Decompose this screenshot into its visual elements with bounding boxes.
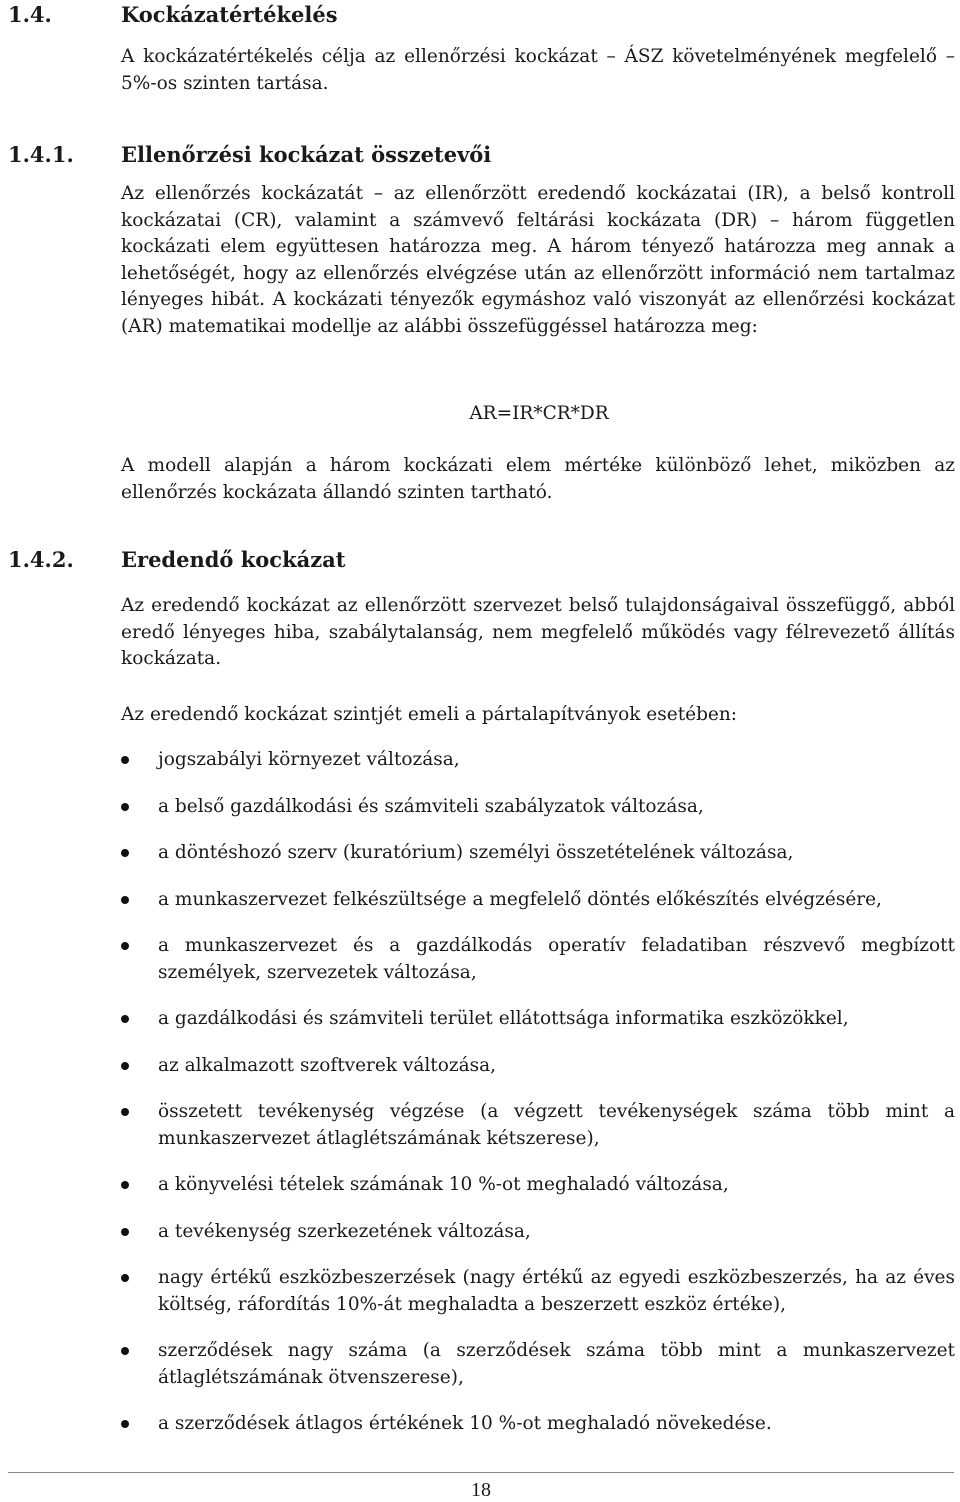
section-heading-1-4-2: [8, 546, 345, 574]
footer-divider: [8, 1472, 954, 1473]
section-1-4-paragraph: A kockázatértékelés célja az ellenőrzési kockázat – ÁSZ követelményének megfelelő – 5%-os szinten tartása.: [121, 46, 955, 94]
list-item: nagy értékű eszközbeszerzések (nagy értékű az egyedi eszközbeszerzés, ha az éves költség, ráfordítás 10%-át meghaladta a beszerzett eszköz értéke),: [121, 1265, 955, 1318]
list-item: az alkalmazott szoftverek változása,: [121, 1053, 955, 1080]
section-number: 1.4.: [8, 2, 52, 27]
section-1-4-1-paragraph-after: A modell alapján a három kockázati elem mértéke különböző lehet, miközben az ellenőrzés kockázata állandó szinten tartható.: [121, 455, 955, 503]
list-item: szerződések nagy száma (a szerződések száma több mint a munkaszervezet átlaglétszámának ötvenszerese),: [121, 1338, 955, 1391]
section-title: Kockázatértékelés: [121, 2, 338, 27]
page-number: 18: [471, 1479, 491, 1501]
section-number: 1.4.1.: [8, 142, 74, 167]
section-heading-1-4: [8, 1, 338, 29]
section-title: Eredendő kockázat: [121, 547, 346, 572]
list-item: a döntéshozó szerv (kuratórium) személyi összetételének változása,: [121, 840, 955, 867]
section-1-4-2-paragraph: Az eredendő kockázat az ellenőrzött szervezet belső tulajdonságaival összefüggő, abból eredő lényeges hiba, szabálytalanság, nem megfelelő működés vagy félrevezető állítás kockázata.: [121, 595, 955, 669]
list-item: a munkaszervezet és a gazdálkodás operatív feladatiban részvevő megbízott személyek, szervezetek változása,: [121, 933, 955, 986]
list-item: összetett tevékenység végzése (a végzett tevékenységek száma több mint a munkaszervezet átlaglétszámának kétszerese),: [121, 1099, 955, 1152]
risk-formula: AR=IR*CR*DR: [469, 403, 609, 424]
list-item: a könyvelési tételek számának 10 %-ot meghaladó változása,: [121, 1172, 955, 1199]
section-heading-1-4-1: [8, 141, 491, 169]
list-item: a belső gazdálkodási és számviteli szabályzatok változása,: [121, 794, 955, 821]
list-item: a gazdálkodási és számviteli terület ellátottsága informatika eszközökkel,: [121, 1006, 955, 1033]
section-1-4-2-intro: Az eredendő kockázat szintjét emeli a pártalapítványok esetében:: [121, 704, 738, 725]
list-item: jogszabályi környezet változása,: [121, 747, 955, 774]
risk-factor-list: [121, 747, 955, 1438]
section-number: 1.4.2.: [8, 547, 74, 572]
list-item: a tevékenység szerkezetének változása,: [121, 1219, 955, 1246]
section-title: Ellenőrzési kockázat összetevői: [121, 142, 492, 167]
list-item: a munkaszervezet felkészültsége a megfelelő döntés előkészítés elvégzésére,: [121, 887, 955, 914]
list-item: a szerződések átlagos értékének 10 %-ot meghaladó növekedése.: [121, 1411, 955, 1438]
section-1-4-1-paragraph: Az ellenőrzés kockázatát – az ellenőrzött eredendő kockázatai (IR), a belső kontroll kockázatai (CR), valamint a számvevő feltárási kockázata (DR) – három független kockázati elem együttesen határozza meg. A három tényező határozza meg annak a lehetőségét, hogy az ellenőrzés elvégzése után az ellenőrzött információ nem tartalmaz lényeges hibát. A kockázati tényezők egymáshoz való viszonyát az ellenőrzési kockázat (AR) matematikai modellje az alábbi összefüggéssel határozza meg:: [121, 183, 955, 337]
